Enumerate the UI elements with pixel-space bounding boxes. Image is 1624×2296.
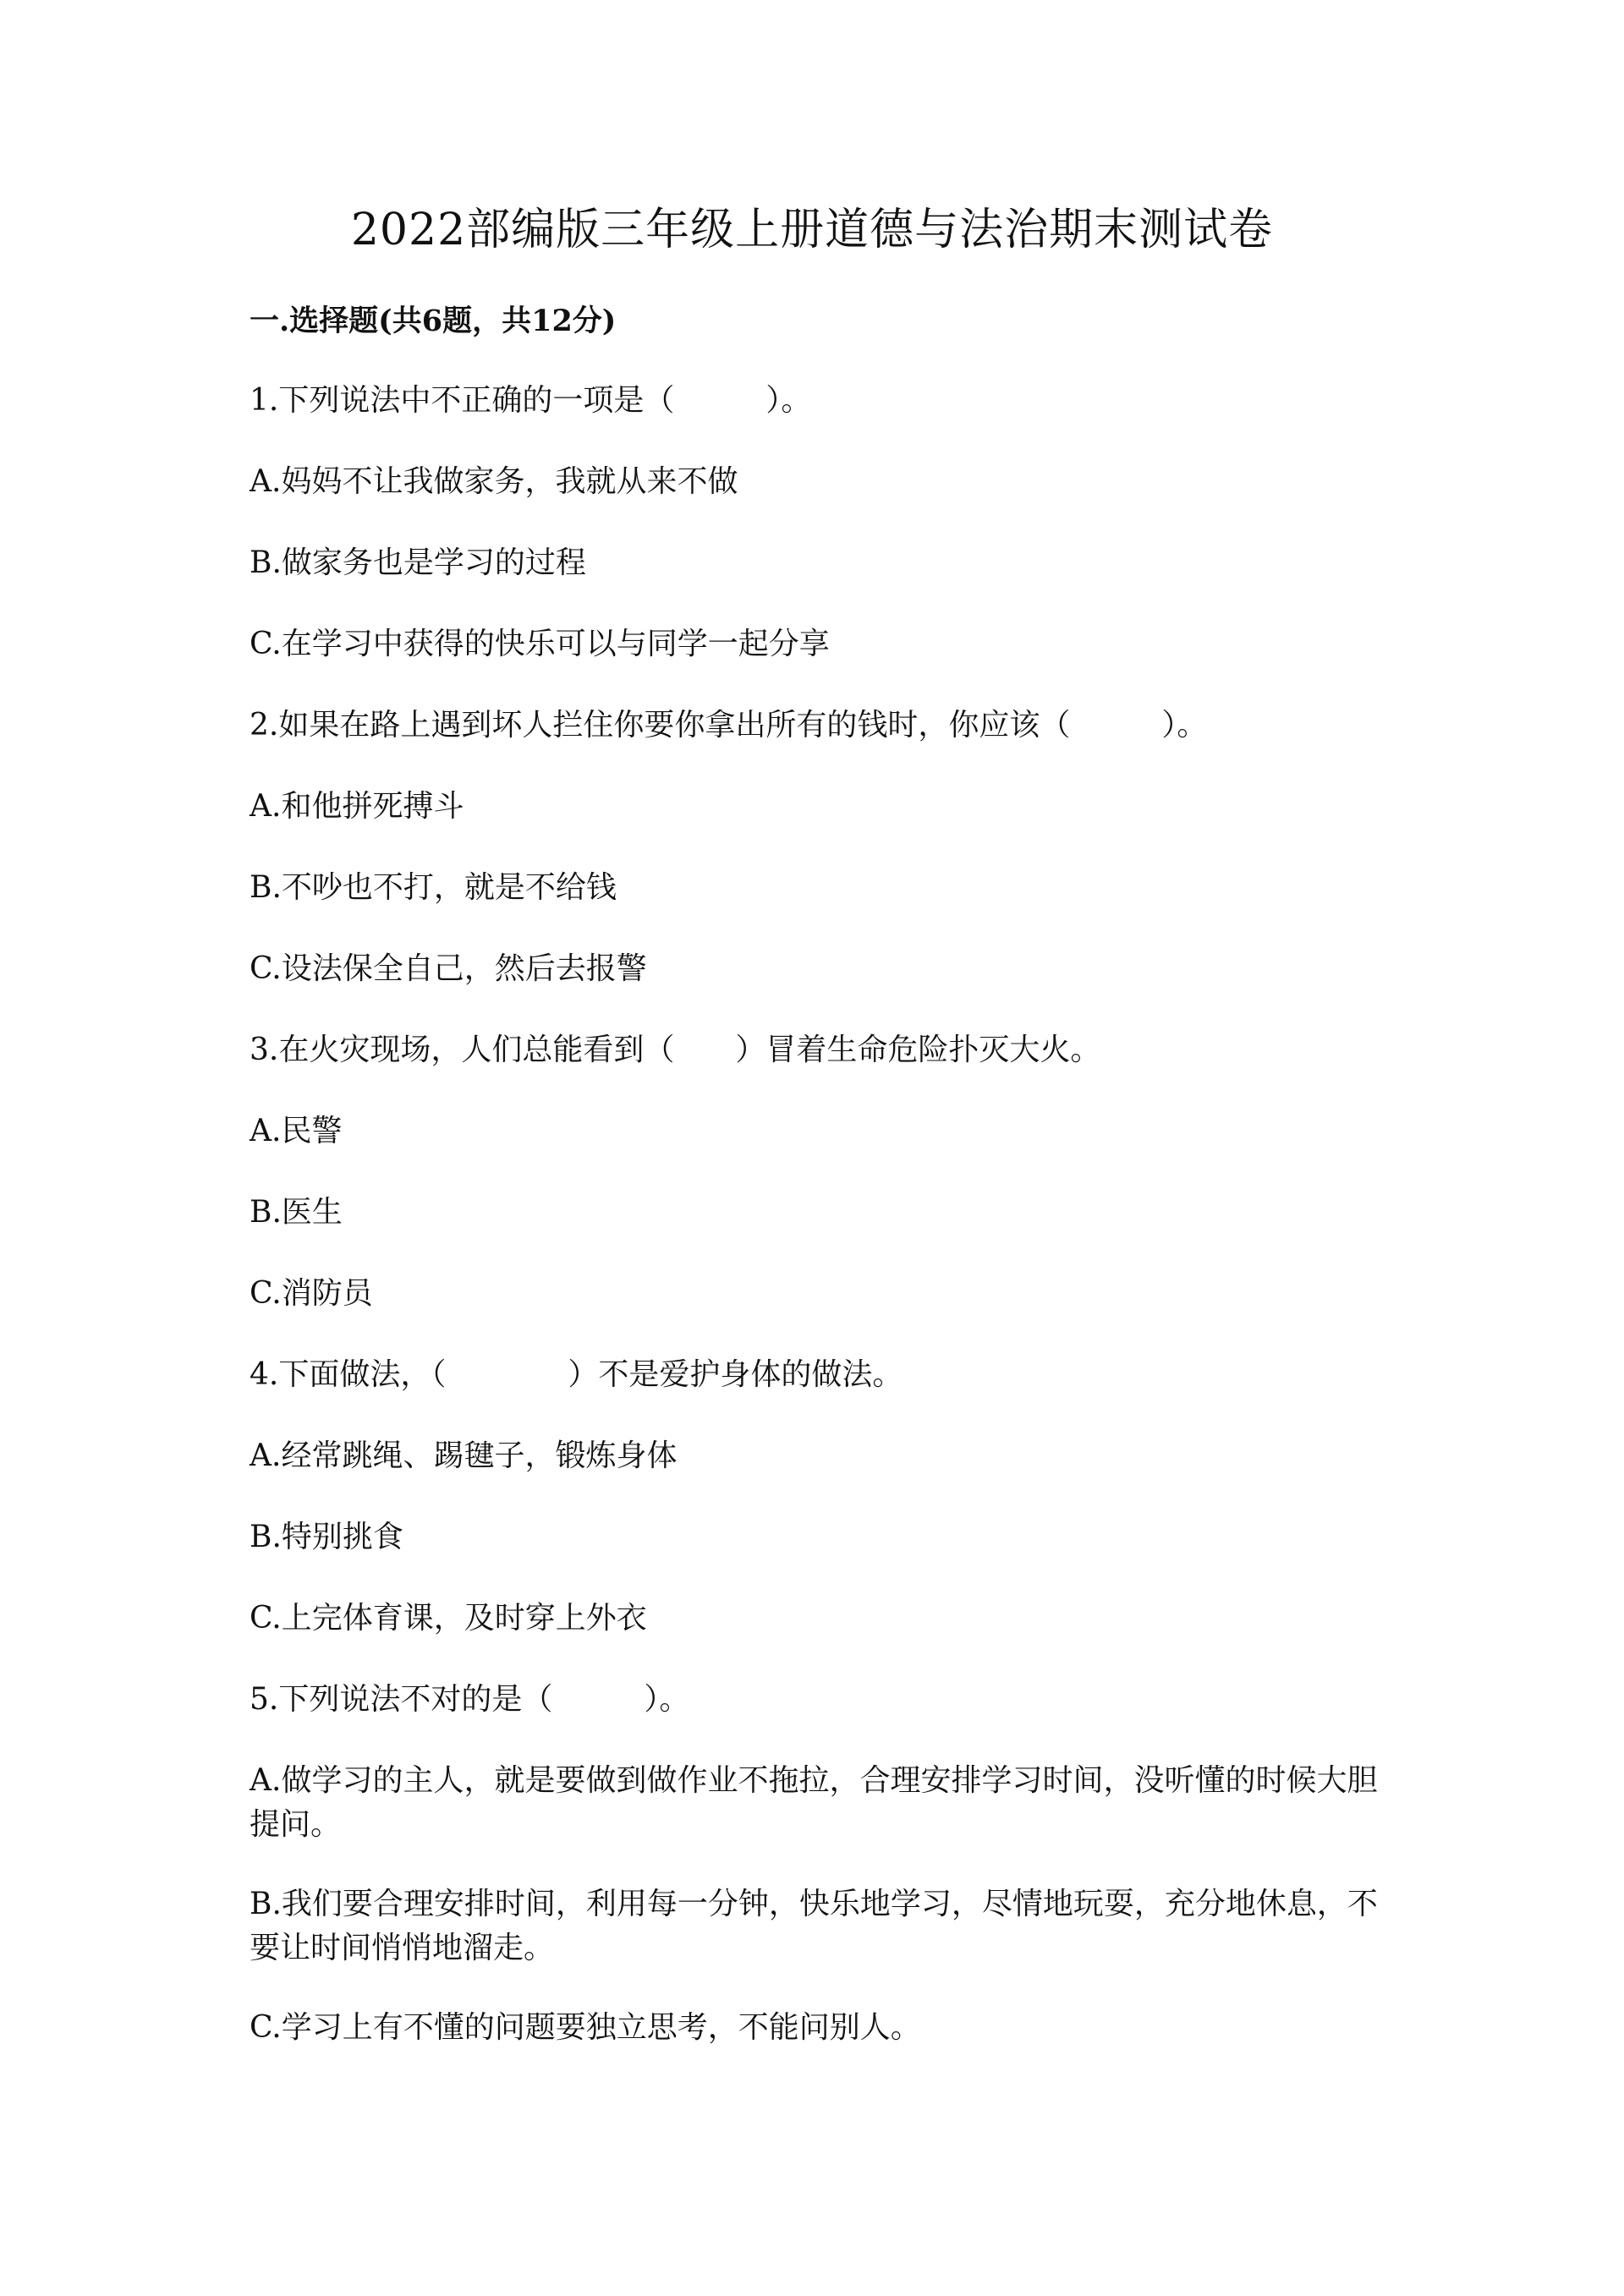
document-title: 2022部编版三年级上册道德与法治期末测试卷 bbox=[350, 205, 1274, 255]
question-1-stem: 1.下列说法中不正确的一项是（ ）。 bbox=[250, 383, 812, 418]
question-2-option-c: C.设法保全自己，然后去报警 bbox=[250, 951, 647, 986]
question-3-option-c: C.消防员 bbox=[250, 1276, 373, 1311]
question-5-option-b: B.我们要合理安排时间，利用每一分钟，快乐地学习，尽情地玩耍，充分地休息，不要让时间悄悄地溜走。 bbox=[250, 1887, 1378, 1965]
question-4-stem: 4.下面做法，（ ）不是爱护身体的做法。 bbox=[250, 1357, 903, 1392]
question-5-option-a: A.做学习的主人，就是要做到做作业不拖拉，合理安排学习时间，没听懂的时候大胆提问。 bbox=[250, 1763, 1378, 1842]
question-2-option-a: A.和他拼死搏斗 bbox=[250, 789, 464, 824]
question-5-stem: 5.下列说法不对的是（ ）。 bbox=[250, 1682, 690, 1717]
question-3-option-a: A.民警 bbox=[250, 1114, 343, 1148]
section-heading: 一.选择题(共6题，共12分) bbox=[250, 304, 617, 338]
question-4-option-b: B.特别挑食 bbox=[250, 1520, 403, 1554]
question-3-option-b: B.医生 bbox=[250, 1195, 343, 1230]
question-4-option-c: C.上完体育课，及时穿上外衣 bbox=[250, 1601, 647, 1636]
question-2-stem: 2.如果在路上遇到坏人拦住你要你拿出所有的钱时，你应该（ ）。 bbox=[250, 708, 1208, 743]
question-5-option-c: C.学习上有不懂的问题要独立思考，不能问别人。 bbox=[250, 2010, 921, 2045]
question-4-option-a: A.经常跳绳、踢毽子，锻炼身体 bbox=[250, 1438, 678, 1473]
question-2-option-b: B.不吵也不打，就是不给钱 bbox=[250, 870, 617, 905]
question-1-option-b: B.做家务也是学习的过程 bbox=[250, 545, 586, 580]
question-1-option-c: C.在学习中获得的快乐可以与同学一起分享 bbox=[250, 627, 830, 661]
question-1-option-a: A.妈妈不让我做家务，我就从来不做 bbox=[250, 464, 738, 499]
question-3-stem: 3.在火灾现场，人们总能看到（ ）冒着生命危险扑灭大火。 bbox=[250, 1033, 1101, 1067]
